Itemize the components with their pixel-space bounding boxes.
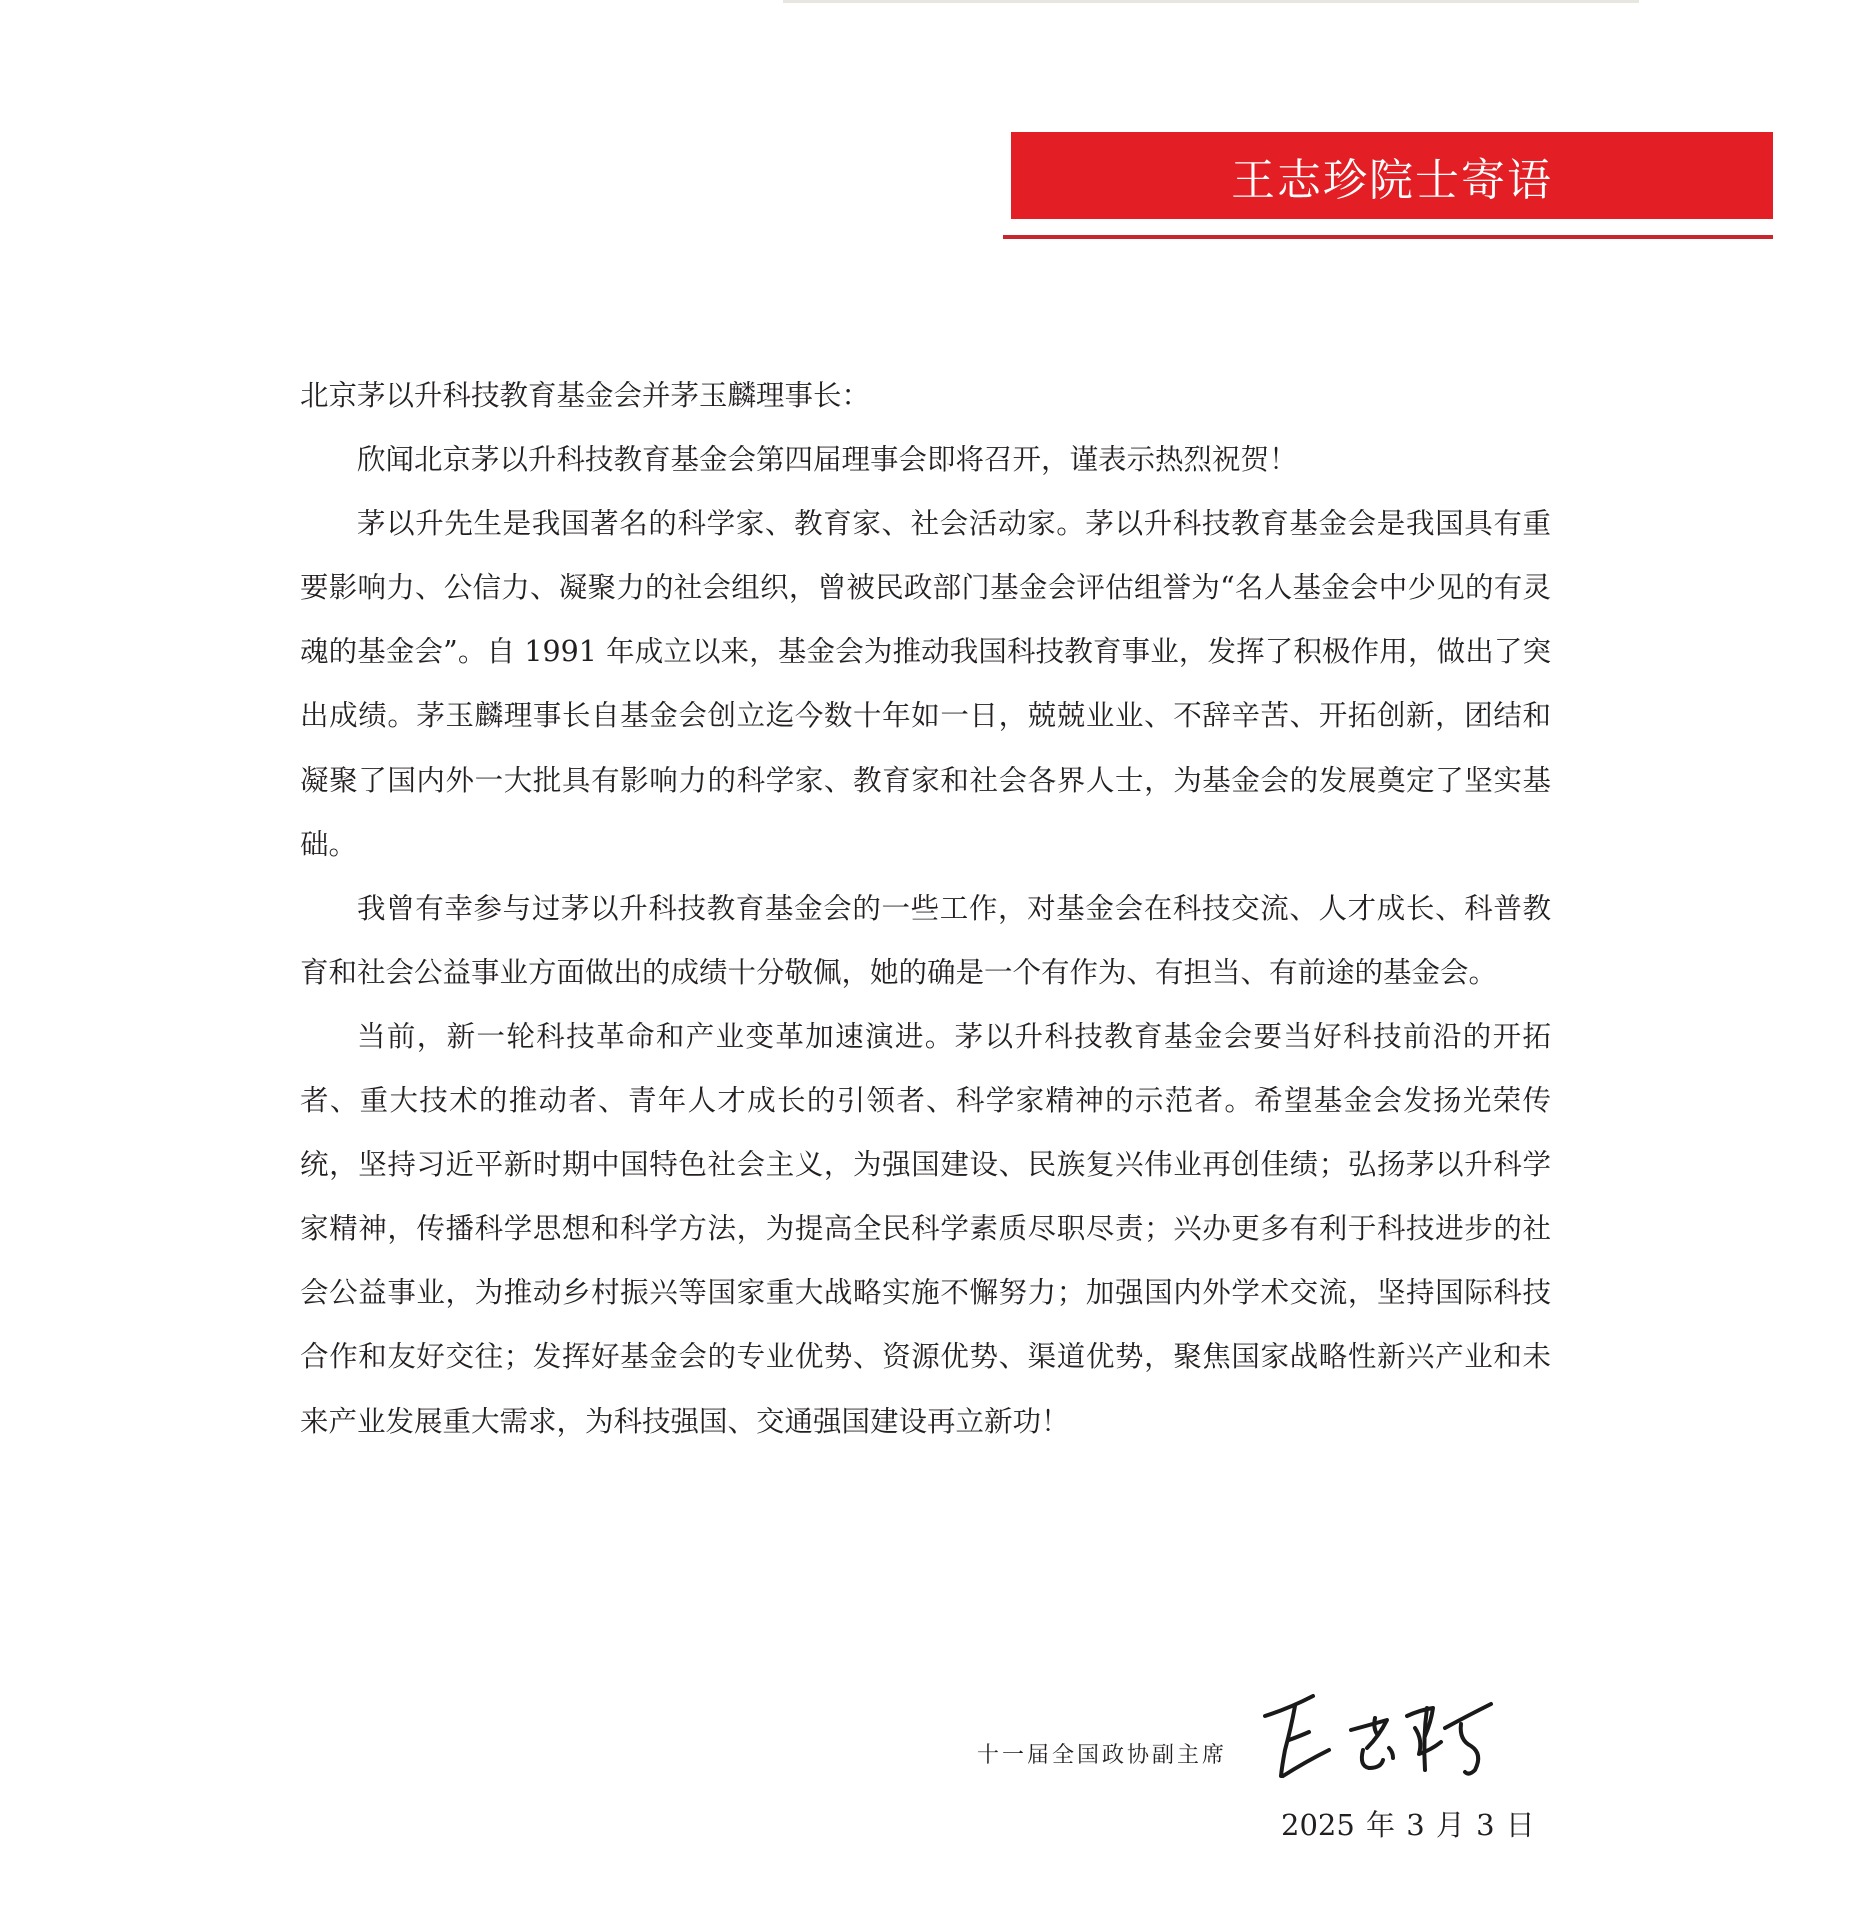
signer-title: 十一届全国政协副主席	[977, 1743, 1228, 1768]
salutation: 北京茅以升科技教育基金会并茅玉麟理事长：	[300, 379, 871, 412]
header-underline	[1003, 235, 1773, 239]
header-banner	[1011, 132, 1773, 219]
page-title: 王志珍院士寄语	[1231, 154, 1553, 206]
paragraph: 欣闻北京茅以升科技教育基金会第四届理事会即将召开，谨表示热烈祝贺！	[357, 443, 1298, 477]
paragraph: 我曾有幸参与过茅以升科技教育基金会的一些工作，对基金会在科技交流、人才成长、科普教育和社会公益事业方面做出的成绩十分敬佩，她的确是一个有作为、有担当、有前途的基金会。	[300, 891, 1551, 989]
paragraph: 茅以升先生是我国著名的科学家、教育家、社会活动家。茅以升科技教育基金会是我国具有重要影响力、公信力、凝聚力的社会组织，曾被民政部门基金会评估组誉为“名人基金会中少见的有灵魂的基金会”。自 1991 年成立以来，基金会为推动我国科技教育事业，发挥了积极作用，做出了突出成绩。茅玉麟理事长自基金会创立迄今数十年如一日，兢兢业业、不辞辛苦、开拓创新，团结和凝聚了国内外一大批具有影响力的科学家、教育家和社会各界人士，为基金会的发展奠定了坚实基础。	[300, 507, 1551, 861]
letter-body	[300, 364, 1551, 1454]
handwritten-signature	[1255, 1688, 1520, 1783]
paragraph: 当前，新一轮科技革命和产业变革加速演进。茅以升科技教育基金会要当好科技前沿的开拓者、重大技术的推动者、青年人才成长的引领者、科学家精神的示范者。希望基金会发扬光荣传统，坚持习近平新时期中国特色社会主义，为强国建设、民族复兴伟业再创佳绩；弘扬茅以升科学家精神，传播科学思想和科学方法，为提高全民科学素质尽职尽责；兴办更多有利于科技进步的社会公益事业，为推动乡村振兴等国家重大战略实施不懈努力；加强国内外学术交流，坚持国际科技合作和友好交往；发挥好基金会的专业优势、资源优势、渠道优势，聚焦国家战略性新兴产业和未来产业发展重大需求，为科技强国、交通强国建设再立新功！	[300, 1019, 1551, 1438]
letter-date: 2025 年 3 月 3 日	[1281, 1808, 1535, 1842]
top-divider	[783, 0, 1639, 3]
